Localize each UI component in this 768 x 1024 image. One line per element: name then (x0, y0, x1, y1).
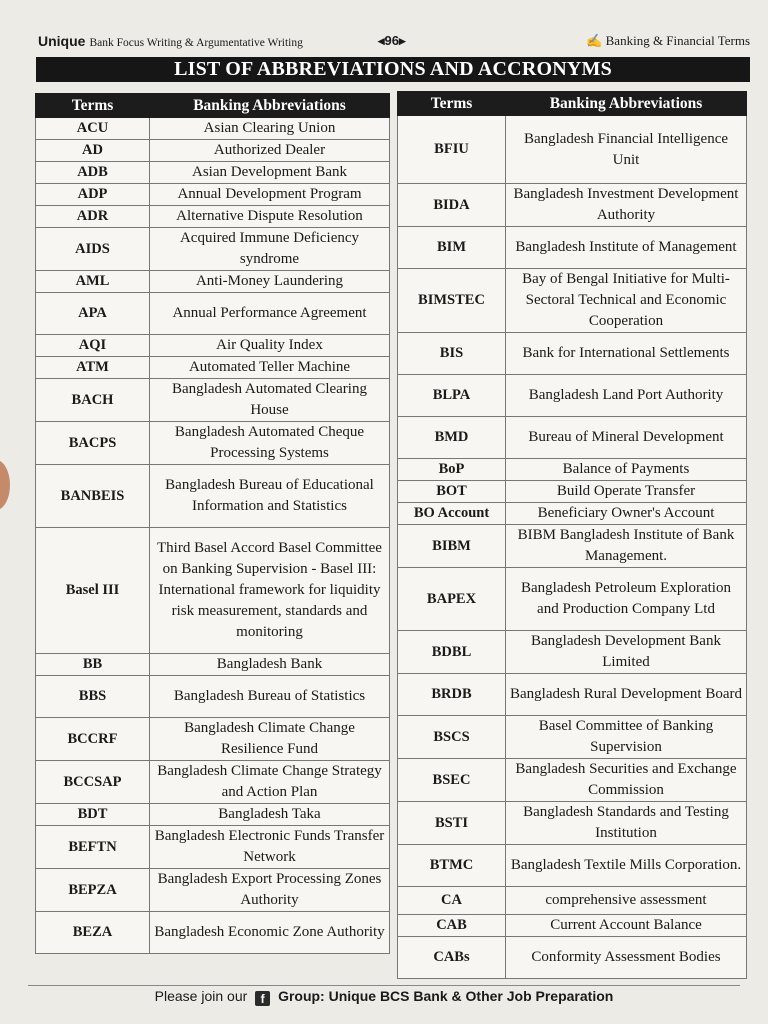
expansion-cell: Bangladesh Investment Development Authority (506, 184, 747, 227)
table-row (398, 459, 747, 481)
brand-name: Unique (38, 33, 86, 49)
term-cell: BIM (398, 227, 506, 269)
table-row (36, 228, 390, 271)
table-row (398, 184, 747, 227)
term-cell: AD (36, 140, 150, 162)
table-row (36, 676, 390, 718)
expansion-cell: Bangladesh Institute of Management (506, 227, 747, 269)
table-row (398, 525, 747, 568)
term-cell: BO Account (398, 503, 506, 525)
table-row (398, 503, 747, 525)
term-cell: BTMC (398, 845, 506, 887)
page-header (38, 33, 750, 55)
term-cell: BB (36, 654, 150, 676)
table-row (398, 915, 747, 937)
table-row (36, 184, 390, 206)
term-cell: ACU (36, 118, 150, 140)
table-row (398, 227, 747, 269)
expansion-cell: Authorized Dealer (150, 140, 390, 162)
expansion-cell: Anti-Money Laundering (150, 271, 390, 293)
table-row (398, 116, 747, 184)
table-row (398, 674, 747, 716)
term-cell: ADP (36, 184, 150, 206)
term-cell: ADB (36, 162, 150, 184)
expansion-cell: Current Account Balance (506, 915, 747, 937)
expansion-cell: Air Quality Index (150, 335, 390, 357)
table-row (398, 269, 747, 333)
expansion-cell: Annual Development Program (150, 184, 390, 206)
expansion-cell: Bangladesh Bureau of Educational Information and Statistics (150, 465, 390, 528)
page-number: ◂96▸ (378, 33, 406, 48)
expansion-cell: Build Operate Transfer (506, 481, 747, 503)
table-row (398, 375, 747, 417)
expansion-cell: Bangladesh Rural Development Board (506, 674, 747, 716)
term-cell: ATM (36, 357, 150, 379)
table-row (36, 335, 390, 357)
expansion-cell: Bangladesh Development Bank Limited (506, 631, 747, 674)
book-subtitle: Bank Focus Writing & Argumentative Writing (89, 37, 303, 49)
term-cell: BIS (398, 333, 506, 375)
facebook-icon: f (255, 991, 270, 1006)
page-footer (0, 988, 768, 1006)
table-row (398, 417, 747, 459)
expansion-cell: Balance of Payments (506, 459, 747, 481)
expansion-cell: Bay of Bengal Initiative for Multi-Sectoral Technical and Economic Cooperation (506, 269, 747, 333)
term-cell: BEZA (36, 912, 150, 954)
term-cell: BoP (398, 459, 506, 481)
table-row (36, 206, 390, 228)
footer-prefix: Please join our (154, 988, 248, 1004)
term-cell: BANBEIS (36, 465, 150, 528)
expansion-cell: Bangladesh Export Processing Zones Authority (150, 869, 390, 912)
table-row (36, 761, 390, 804)
term-cell: BOT (398, 481, 506, 503)
table-row (398, 333, 747, 375)
table-header-row (398, 92, 747, 116)
expansion-cell: Conformity Assessment Bodies (506, 937, 747, 979)
term-cell: CA (398, 887, 506, 915)
page-title: LIST OF ABBREVIATIONS AND ACCRONYMS (36, 57, 750, 82)
table-row (398, 759, 747, 802)
table-row (36, 271, 390, 293)
header-left (38, 33, 303, 49)
table-row (36, 718, 390, 761)
term-cell: BFIU (398, 116, 506, 184)
term-cell: BBS (36, 676, 150, 718)
term-cell: BSEC (398, 759, 506, 802)
expansion-cell: Asian Clearing Union (150, 118, 390, 140)
thumb-shadow (0, 460, 10, 510)
table-row (398, 631, 747, 674)
expansion-cell: Bangladesh Securities and Exchange Commission (506, 759, 747, 802)
term-cell: BIMSTEC (398, 269, 506, 333)
term-cell: APA (36, 293, 150, 335)
expansion-cell: Asian Development Bank (150, 162, 390, 184)
term-cell: BDBL (398, 631, 506, 674)
term-cell: BCCSAP (36, 761, 150, 804)
expansion-cell: BIBM Bangladesh Institute of Bank Management. (506, 525, 747, 568)
table-row (36, 422, 390, 465)
term-cell: BCCRF (36, 718, 150, 761)
footer-divider (28, 985, 740, 986)
expansion-cell: Bank for International Settlements (506, 333, 747, 375)
term-cell: BIBM (398, 525, 506, 568)
term-cell: CABs (398, 937, 506, 979)
expansion-cell: Annual Performance Agreement (150, 293, 390, 335)
table-row (36, 804, 390, 826)
term-cell: CAB (398, 915, 506, 937)
expansion-cell: Bangladesh Automated Cheque Processing Systems (150, 422, 390, 465)
term-cell: BDT (36, 804, 150, 826)
expansion-cell: Beneficiary Owner's Account (506, 503, 747, 525)
expansion-cell: Third Basel Accord Basel Committee on Banking Supervision - Basel III: International framework for liquidity risk measurement, standards and monitoring (150, 528, 390, 654)
table-row (36, 869, 390, 912)
expansion-cell: Basel Committee of Banking Supervision (506, 716, 747, 759)
table-row (398, 937, 747, 979)
term-cell: ADR (36, 206, 150, 228)
table-row (36, 357, 390, 379)
expansion-cell: Bangladesh Textile Mills Corporation. (506, 845, 747, 887)
expansion-cell: Bangladesh Bureau of Statistics (150, 676, 390, 718)
term-cell: AIDS (36, 228, 150, 271)
expansion-cell: Bureau of Mineral Development (506, 417, 747, 459)
expansion-cell: Bangladesh Land Port Authority (506, 375, 747, 417)
term-cell: BRDB (398, 674, 506, 716)
term-cell: BIDA (398, 184, 506, 227)
term-cell: Basel III (36, 528, 150, 654)
term-cell: BACH (36, 379, 150, 422)
abbreviations-table-left (35, 93, 390, 954)
term-cell: BSCS (398, 716, 506, 759)
expansion-cell: Automated Teller Machine (150, 357, 390, 379)
term-cell: BAPEX (398, 568, 506, 631)
expansion-cell: Alternative Dispute Resolution (150, 206, 390, 228)
table-row (36, 528, 390, 654)
table-row (398, 481, 747, 503)
expansion-cell: Bangladesh Bank (150, 654, 390, 676)
term-cell: BEFTN (36, 826, 150, 869)
table-row (36, 162, 390, 184)
expansion-cell: Bangladesh Climate Change Strategy and Action Plan (150, 761, 390, 804)
table-row (36, 654, 390, 676)
expansion-cell: Bangladesh Financial Intelligence Unit (506, 116, 747, 184)
expansion-cell: comprehensive assessment (506, 887, 747, 915)
term-cell: BSTI (398, 802, 506, 845)
section-title: ✍ Banking & Financial Terms (586, 33, 750, 48)
abbreviations-column-header: Banking Abbreviations (506, 92, 747, 116)
term-cell: BMD (398, 417, 506, 459)
table-row (398, 716, 747, 759)
expansion-cell: Bangladesh Automated Clearing House (150, 379, 390, 422)
expansion-cell: Bangladesh Economic Zone Authority (150, 912, 390, 954)
expansion-cell: Bangladesh Electronic Funds Transfer Network (150, 826, 390, 869)
table-row (36, 379, 390, 422)
table-row (36, 140, 390, 162)
term-cell: BACPS (36, 422, 150, 465)
expansion-cell: Bangladesh Petroleum Exploration and Production Company Ltd (506, 568, 747, 631)
expansion-cell: Bangladesh Standards and Testing Institution (506, 802, 747, 845)
term-cell: AML (36, 271, 150, 293)
term-cell: AQI (36, 335, 150, 357)
table-row (36, 293, 390, 335)
table-row (398, 887, 747, 915)
table-row (36, 826, 390, 869)
abbreviations-column-header: Banking Abbreviations (150, 94, 390, 118)
table-row (398, 845, 747, 887)
table-header-row (36, 94, 390, 118)
table-row (36, 118, 390, 140)
terms-column-header: Terms (398, 92, 506, 116)
expansion-cell: Bangladesh Climate Change Resilience Fund (150, 718, 390, 761)
term-cell: BLPA (398, 375, 506, 417)
expansion-cell: Bangladesh Taka (150, 804, 390, 826)
footer-group-link[interactable]: Group: Unique BCS Bank & Other Job Preparation (278, 988, 614, 1004)
table-row (398, 802, 747, 845)
abbreviations-table-right (397, 91, 747, 979)
table-row (36, 912, 390, 954)
table-row (36, 465, 390, 528)
table-row (398, 568, 747, 631)
terms-column-header: Terms (36, 94, 150, 118)
expansion-cell: Acquired Immune Deficiency syndrome (150, 228, 390, 271)
term-cell: BEPZA (36, 869, 150, 912)
